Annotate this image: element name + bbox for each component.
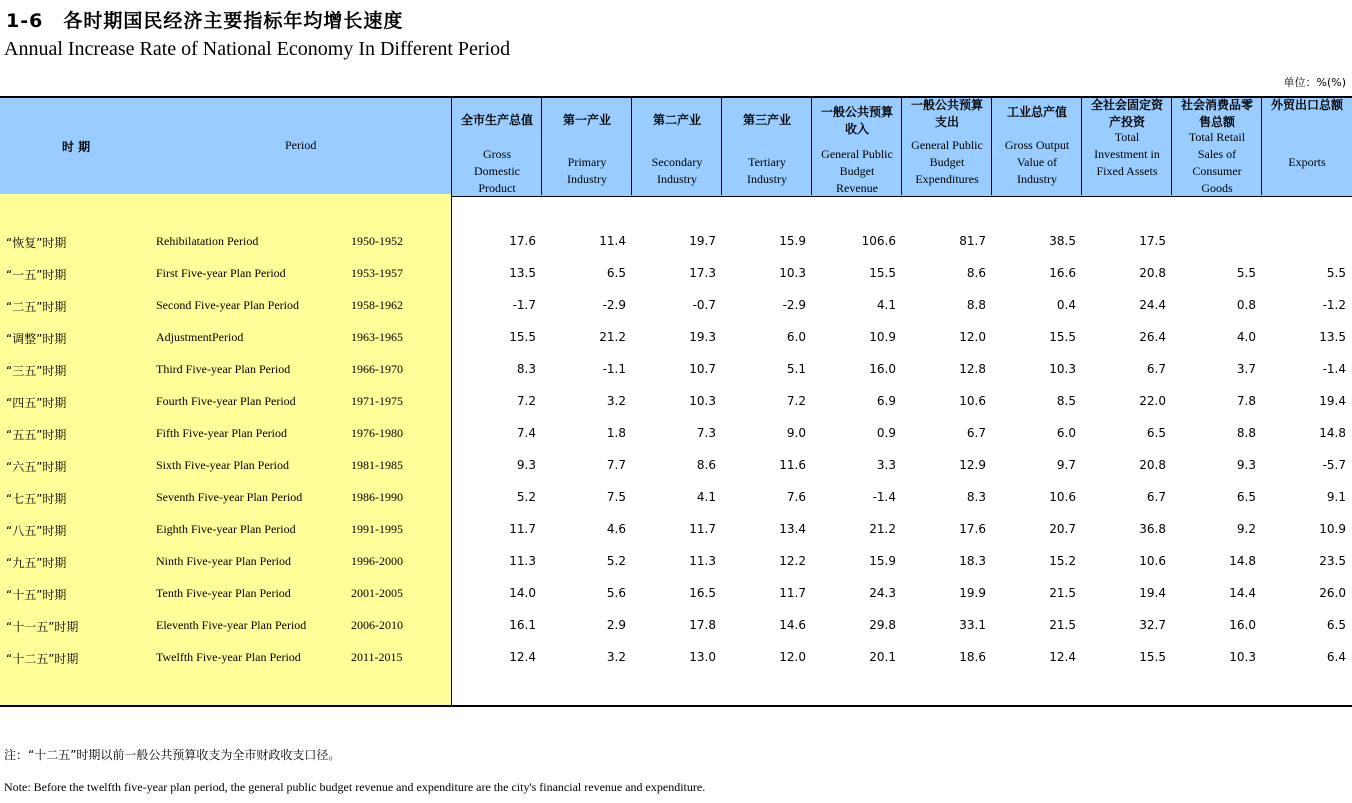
cell-value: 36.8: [1139, 522, 1166, 536]
cell-value: 0.9: [876, 426, 896, 440]
cell-value: 7.7: [606, 458, 626, 472]
row-years: 1991-1995: [351, 522, 403, 536]
row-period-cn: “二五”时期: [6, 300, 67, 314]
table-row: [0, 578, 1352, 610]
cell-value: -0.7: [692, 298, 716, 312]
cell-value: 10.6: [959, 394, 986, 408]
cell-value: 15.9: [869, 554, 896, 568]
row-period-cn: “十一五”时期: [6, 620, 79, 634]
header-col-cn-5: 一般公共预算支出: [910, 98, 983, 129]
table-row: [0, 258, 1352, 290]
cell-value: 21.5: [1049, 618, 1076, 632]
header-col-cn-1: 第一产业: [562, 113, 611, 127]
row-period-cn: “十五”时期: [6, 588, 67, 602]
cell-value: 9.7: [1056, 458, 1076, 472]
cell-value: 10.3: [779, 266, 806, 280]
cell-value: 7.3: [696, 426, 716, 440]
row-years: 1966-1970: [351, 362, 403, 376]
table-row: [0, 642, 1352, 674]
cell-value: 106.6: [861, 234, 896, 248]
cell-value: 4.1: [696, 490, 716, 504]
page-title-cn: 1-6 各时期国民经济主要指标年均增长速度: [6, 10, 404, 32]
page-title-en: Annual Increase Rate of National Economy In Different Period: [4, 38, 511, 60]
header-col-cn-0: 全市生产总值: [460, 113, 533, 127]
cell-value: 6.7: [966, 426, 986, 440]
row-years: 2006-2010: [351, 618, 403, 632]
header-col-en-9: Exports: [1288, 155, 1326, 169]
row-period-cn: “一五”时期: [6, 268, 67, 282]
cell-value: 9.1: [1326, 490, 1346, 504]
header-col-en-2: Secondary Industry: [651, 155, 703, 186]
cell-value: 29.8: [869, 618, 896, 632]
cell-value: 33.1: [959, 618, 986, 632]
cell-value: 6.9: [876, 394, 896, 408]
cell-value: 20.7: [1049, 522, 1076, 536]
cell-value: -1.7: [512, 298, 536, 312]
row-period-en: Fourth Five-year Plan Period: [156, 394, 296, 408]
cell-value: 21.2: [599, 330, 626, 344]
cell-value: 6.5: [606, 266, 626, 280]
table-row: [0, 386, 1352, 418]
header-period-cn: 时 期: [62, 140, 91, 154]
table-row: [0, 226, 1352, 258]
cell-value: 11.7: [689, 522, 716, 536]
cell-value: 12.4: [1049, 650, 1076, 664]
cell-value: 11.3: [689, 554, 716, 568]
cell-value: 14.8: [1229, 554, 1256, 568]
cell-value: -1.4: [872, 490, 896, 504]
header-col-cn-6: 工业总产值: [1006, 105, 1067, 119]
cell-value: 18.3: [959, 554, 986, 568]
row-period-en: First Five-year Plan Period: [156, 266, 286, 280]
header-col-en-3: Tertiary Industry: [747, 155, 787, 186]
cell-value: 9.0: [786, 426, 806, 440]
header-period-en: Period: [285, 138, 317, 152]
cell-value: 5.5: [1236, 266, 1256, 280]
cell-value: -2.9: [782, 298, 806, 312]
unit-label: 单位：%(%): [1283, 76, 1346, 89]
cell-value: 10.9: [869, 330, 896, 344]
cell-value: 0.4: [1056, 298, 1076, 312]
cell-value: 23.5: [1319, 554, 1346, 568]
header-col-en-5: General Public Budget Expenditures: [911, 138, 983, 186]
cell-value: 8.8: [966, 298, 986, 312]
cell-value: 6.5: [1236, 490, 1256, 504]
table-row: [0, 514, 1352, 546]
table-row: [0, 610, 1352, 642]
cell-value: -1.4: [1322, 362, 1346, 376]
cell-value: 12.9: [959, 458, 986, 472]
cell-value: 12.0: [959, 330, 986, 344]
cell-value: 17.8: [689, 618, 716, 632]
cell-value: 7.4: [516, 426, 536, 440]
cell-value: 38.5: [1049, 234, 1076, 248]
cell-value: 5.1: [786, 362, 806, 376]
row-years: 1958-1962: [351, 298, 403, 312]
cell-value: 19.9: [959, 586, 986, 600]
cell-value: 4.1: [876, 298, 896, 312]
row-years: 1963-1965: [351, 330, 403, 344]
cell-value: 15.5: [509, 330, 536, 344]
cell-value: 20.8: [1139, 458, 1166, 472]
cell-value: 14.8: [1319, 426, 1346, 440]
cell-value: 10.6: [1049, 490, 1076, 504]
cell-value: 13.5: [509, 266, 536, 280]
row-period-cn: “四五”时期: [6, 396, 67, 410]
cell-value: 9.3: [516, 458, 536, 472]
row-period-cn: “三五”时期: [6, 364, 67, 378]
row-years: 1986-1990: [351, 490, 403, 504]
cell-value: 8.3: [966, 490, 986, 504]
cell-value: 32.7: [1139, 618, 1166, 632]
row-period-cn: “恢复”时期: [6, 236, 67, 250]
row-years: 1981-1985: [351, 458, 403, 472]
cell-value: 7.2: [516, 394, 536, 408]
cell-value: 7.5: [606, 490, 626, 504]
cell-value: 16.0: [869, 362, 896, 376]
row-years: 1996-2000: [351, 554, 403, 568]
cell-value: 8.8: [1236, 426, 1256, 440]
cell-value: 17.3: [689, 266, 716, 280]
cell-value: 11.6: [779, 458, 806, 472]
cell-value: 10.3: [689, 394, 716, 408]
row-period-cn: “九五”时期: [6, 556, 67, 570]
row-period-cn: “五五”时期: [6, 428, 67, 442]
cell-value: 15.5: [1049, 330, 1076, 344]
cell-value: 15.9: [779, 234, 806, 248]
cell-value: 10.3: [1229, 650, 1256, 664]
cell-value: 19.3: [689, 330, 716, 344]
cell-value: -2.9: [602, 298, 626, 312]
table-row: [0, 354, 1352, 386]
header-col-cn-2: 第二产业: [652, 113, 701, 127]
row-period-en: Third Five-year Plan Period: [156, 362, 291, 376]
row-period-en: Ninth Five-year Plan Period: [156, 554, 291, 568]
header-col-en-7: Total Investment in Fixed Assets: [1094, 130, 1160, 178]
cell-value: 12.8: [959, 362, 986, 376]
row-years: 2011-2015: [351, 650, 403, 664]
cell-value: 9.2: [1236, 522, 1256, 536]
cell-value: 12.2: [779, 554, 806, 568]
table-row: [0, 482, 1352, 514]
cell-value: 14.6: [779, 618, 806, 632]
cell-value: 7.2: [786, 394, 806, 408]
header-col-en-6: Gross Output Value of Industry: [1004, 138, 1070, 186]
cell-value: 11.7: [779, 586, 806, 600]
note-en: Note: Before the twelfth five-year plan period, the general public budget revenue and expenditure are the city's financial revenue and expenditure.: [4, 780, 706, 794]
row-period-en: AdjustmentPeriod: [156, 330, 244, 344]
cell-value: 15.2: [1049, 554, 1076, 568]
cell-value: 10.9: [1319, 522, 1346, 536]
cell-value: 12.4: [509, 650, 536, 664]
row-period-en: Eighth Five-year Plan Period: [156, 522, 296, 536]
header-col-en-8: Total Retail Sales of Consumer Goods: [1188, 130, 1246, 195]
cell-value: 15.5: [1139, 650, 1166, 664]
cell-value: 5.5: [1326, 266, 1346, 280]
cell-value: 4.6: [606, 522, 626, 536]
cell-value: 15.5: [869, 266, 896, 280]
note-cn: 注：“十二五”时期以前一般公共预算收支为全市财政收支口径。: [4, 748, 341, 762]
row-period-en: Tenth Five-year Plan Period: [156, 586, 291, 600]
row-period-cn: “八五”时期: [6, 524, 67, 538]
cell-value: 17.6: [509, 234, 536, 248]
table-row: [0, 418, 1352, 450]
cell-value: 8.6: [966, 266, 986, 280]
row-years: 1976-1980: [351, 426, 403, 440]
cell-value: 3.2: [606, 650, 626, 664]
row-period-cn: “调整”时期: [6, 332, 67, 346]
cell-value: 6.4: [1326, 650, 1346, 664]
cell-value: 5.2: [606, 554, 626, 568]
row-years: 1953-1957: [351, 266, 403, 280]
header-col-en-4: General Public Budget Revenue: [821, 147, 893, 195]
cell-value: 81.7: [959, 234, 986, 248]
row-years: 1971-1975: [351, 394, 403, 408]
cell-value: 12.0: [779, 650, 806, 664]
cell-value: 16.6: [1049, 266, 1076, 280]
table-row: [0, 322, 1352, 354]
cell-value: 22.0: [1139, 394, 1166, 408]
cell-value: 16.5: [689, 586, 716, 600]
header-col-en-0: Gross Domestic Product: [474, 147, 520, 195]
cell-value: 11.3: [509, 554, 536, 568]
cell-value: 3.3: [876, 458, 896, 472]
cell-value: 26.4: [1139, 330, 1166, 344]
cell-value: 18.6: [959, 650, 986, 664]
row-period-en: Sixth Five-year Plan Period: [156, 458, 289, 472]
row-period-en: Seventh Five-year Plan Period: [156, 490, 303, 504]
cell-value: 7.6: [786, 490, 806, 504]
cell-value: 17.6: [959, 522, 986, 536]
cell-value: 3.7: [1236, 362, 1256, 376]
cell-value: 16.1: [509, 618, 536, 632]
cell-value: 0.8: [1236, 298, 1256, 312]
cell-value: 2.9: [606, 618, 626, 632]
cell-value: 24.4: [1139, 298, 1166, 312]
cell-value: 19.4: [1319, 394, 1346, 408]
cell-value: 13.5: [1319, 330, 1346, 344]
cell-value: 21.2: [869, 522, 896, 536]
row-period-en: Fifth Five-year Plan Period: [156, 426, 287, 440]
cell-value: 5.2: [516, 490, 536, 504]
cell-value: 10.7: [689, 362, 716, 376]
cell-value: 4.0: [1236, 330, 1256, 344]
cell-value: -5.7: [1322, 458, 1346, 472]
cell-value: -1.2: [1322, 298, 1346, 312]
table-row: [0, 450, 1352, 482]
cell-value: -1.1: [602, 362, 626, 376]
table-row: [0, 546, 1352, 578]
row-period-en: Eleventh Five-year Plan Period: [156, 618, 307, 632]
cell-value: 10.6: [1139, 554, 1166, 568]
table-bottom-rule: [0, 705, 1352, 707]
cell-value: 7.8: [1236, 394, 1256, 408]
header-col-cn-8: 社会消费品零售总额: [1180, 98, 1253, 129]
cell-value: 6.7: [1146, 362, 1166, 376]
cell-value: 6.0: [786, 330, 806, 344]
cell-value: 20.1: [869, 650, 896, 664]
cell-value: 14.4: [1229, 586, 1256, 600]
cell-value: 1.8: [606, 426, 626, 440]
cell-value: 10.3: [1049, 362, 1076, 376]
row-period-cn: “六五”时期: [6, 460, 67, 474]
cell-value: 8.6: [696, 458, 716, 472]
cell-value: 26.0: [1319, 586, 1346, 600]
cell-value: 11.7: [509, 522, 536, 536]
cell-value: 13.4: [779, 522, 806, 536]
cell-value: 3.2: [606, 394, 626, 408]
cell-value: 11.4: [599, 234, 626, 248]
cell-value: 8.3: [516, 362, 536, 376]
header-col-cn-9: 外贸出口总额: [1270, 98, 1343, 112]
header-col-cn-3: 第三产业: [742, 113, 791, 127]
row-period-en: Twelfth Five-year Plan Period: [156, 650, 301, 664]
cell-value: 9.3: [1236, 458, 1256, 472]
cell-value: 6.0: [1056, 426, 1076, 440]
cell-value: 24.3: [869, 586, 896, 600]
cell-value: 16.0: [1229, 618, 1256, 632]
row-period-en: Rehibilatation Period: [156, 234, 259, 248]
cell-value: 6.5: [1146, 426, 1166, 440]
header-col-en-1: Primary Industry: [567, 155, 607, 186]
cell-value: 13.0: [689, 650, 716, 664]
row-period-cn: “七五”时期: [6, 492, 67, 506]
header-col-cn-7: 全社会固定资产投资: [1090, 98, 1163, 129]
row-period-en: Second Five-year Plan Period: [156, 298, 299, 312]
row-years: 2001-2005: [351, 586, 403, 600]
cell-value: 21.5: [1049, 586, 1076, 600]
table-row: [0, 290, 1352, 322]
cell-value: 20.8: [1139, 266, 1166, 280]
cell-value: 17.5: [1139, 234, 1166, 248]
cell-value: 5.6: [606, 586, 626, 600]
cell-value: 6.5: [1326, 618, 1346, 632]
cell-value: 19.7: [689, 234, 716, 248]
row-period-cn: “十二五”时期: [6, 652, 79, 666]
header-col-cn-4: 一般公共预算收入: [820, 105, 893, 136]
cell-value: 8.5: [1056, 394, 1076, 408]
cell-value: 19.4: [1139, 586, 1166, 600]
cell-value: 14.0: [509, 586, 536, 600]
cell-value: 6.7: [1146, 490, 1166, 504]
row-years: 1950-1952: [351, 234, 403, 248]
